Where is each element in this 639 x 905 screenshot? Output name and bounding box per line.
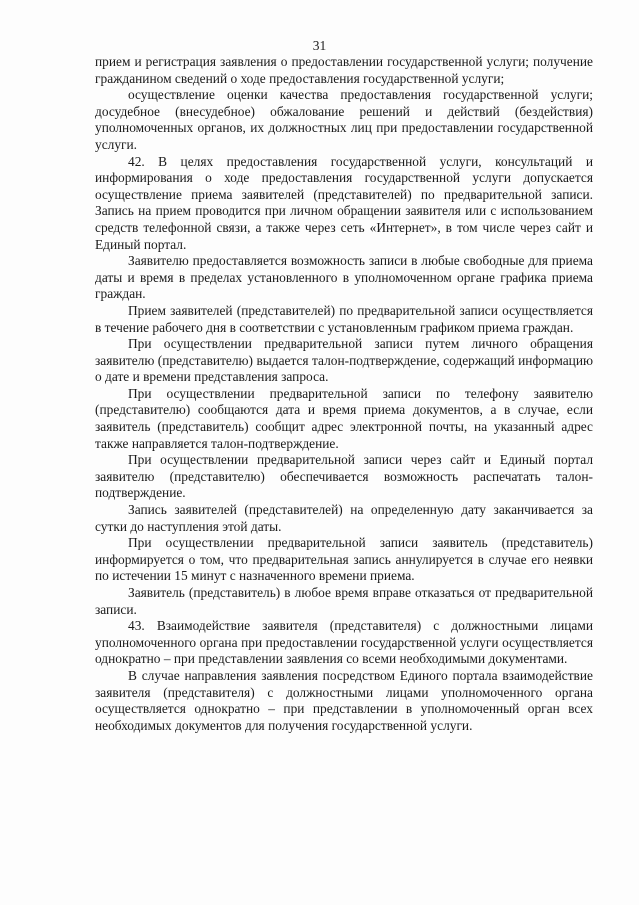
document-body [95, 54, 593, 734]
paragraph: В случае направления заявления посредством Единого портала взаимодействие заявителя (представителя) с должностными лицами уполномоченного органа осуществляется однократно – при представлении в уполномоченный орган всех необходимых документов для получения государственной услуги. [95, 667, 593, 733]
paragraph: осуществление оценки качества предоставления государственной услуги; досудебное (внесудебное) обжалование решений и действий (бездействия) уполномоченных органов, их должностных лиц при предоставлении государственной услуги. [95, 87, 593, 152]
paragraph: Заявителю предоставляется возможность записи в любые свободные для приема даты и время в пределах установленного в уполномоченном органе графика приема граждан. [95, 253, 593, 302]
paragraph: 42. В целях предоставления государственной услуги, консультаций и информирования о ходе предоставления государственной услуги допускается осуществление приема заявителей (представителей) по предварительной записи. Запись на прием проводится при личном обращении заявителя или с использованием средств телефонной связи, а также через сеть «Интернет», в том числе через сайт и Единый портал. [95, 153, 593, 252]
page-number: 31 [312, 38, 327, 53]
paragraph: Заявитель (представитель) в любое время вправе отказаться от предварительной записи. [95, 585, 593, 617]
paragraph: 43. Взаимодействие заявителя (представителя) с должностными лицами уполномоченного органа при предоставлении государственной услуги осуществляется однократно – при представлении заявления со всеми необходимыми документами. [95, 618, 593, 667]
paragraph: При осуществлении предварительной записи путем личного обращения заявителю (представителю) выдается талон-подтверждение, содержащий информацию о дате и времени представления запроса. [95, 336, 593, 385]
paragraph: прием и регистрация заявления о предоставлении государственной услуги; получение гражданином сведений о ходе предоставления государственной услуги; [95, 54, 593, 86]
paragraph: Прием заявителей (представителей) по предварительной записи осуществляется в течение рабочего дня в соответствии с установленным графиком приема граждан. [95, 302, 593, 335]
paragraph: При осуществлении предварительной записи заявитель (представитель) информируется о том, что предварительная запись аннулируется в случае его неявки по истечении 15 минут с назначенного времени приема. [95, 535, 593, 584]
paragraph: При осуществлении предварительной записи по телефону заявителю (представителю) сообщаются дата и время приема документов, а в случае, если заявитель (представитель) сообщит адрес электронной почты, на указанный адрес также направляется талон-подтверждение. [95, 385, 593, 451]
paragraph: Запись заявителей (представителей) на определенную дату заканчивается за сутки до наступления этой даты. [95, 502, 593, 534]
paragraph: При осуществлении предварительной записи через сайт и Единый портал заявителю (представителю) обеспечивается возможность распечатать талон- подтверждение. [95, 452, 593, 501]
